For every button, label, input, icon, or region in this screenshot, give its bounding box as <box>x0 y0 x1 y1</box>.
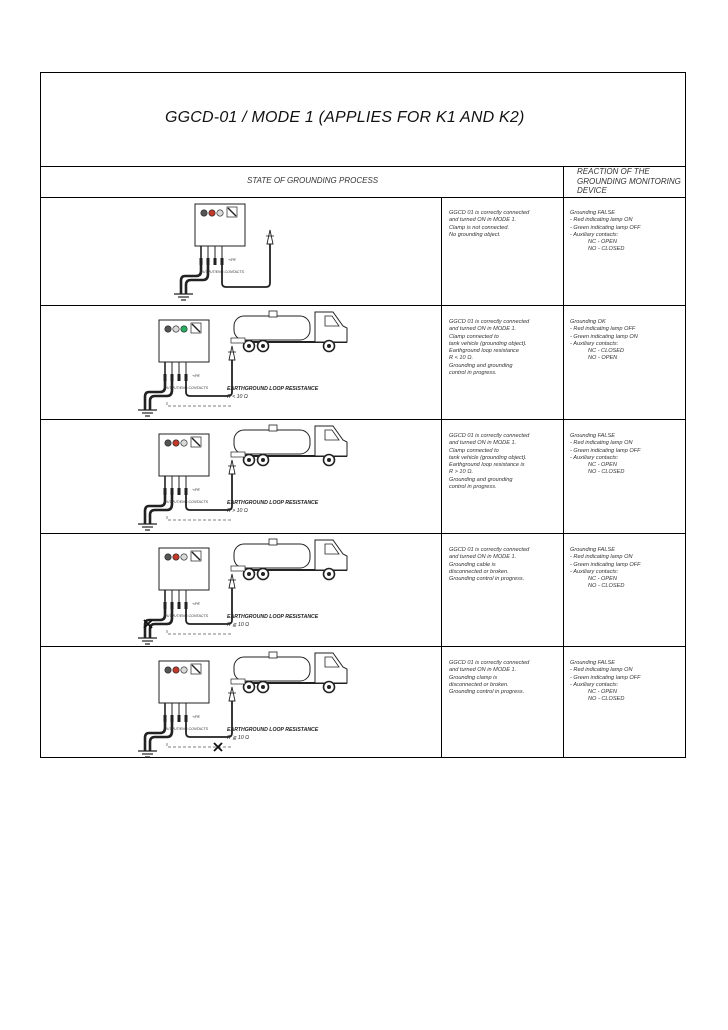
reaction-line: NC - OPEN <box>588 239 617 246</box>
description-line: Grounding and grounding <box>449 362 513 369</box>
plus-pe-label: +/PE <box>192 602 200 606</box>
description-line: No grounding object. <box>449 231 501 238</box>
description-line: GGCD 01 is correctly connected <box>449 547 530 553</box>
reaction-line: NC - OPEN <box>588 689 617 696</box>
grounding-diagram <box>138 539 347 644</box>
procedure-sheet <box>40 72 686 758</box>
description-line: disconnected or broken. <box>449 568 509 575</box>
device-reaction <box>570 433 684 477</box>
state-description <box>449 660 557 696</box>
page-title: GGCD-01 / MODE 1 (APPLIES FOR K1 AND K2) <box>165 109 525 126</box>
green-lamp-icon <box>181 440 187 446</box>
reaction-line: NO - OPEN <box>588 355 618 362</box>
clamp-icon <box>267 230 273 244</box>
resistance-value: R ≧ 10 Ω <box>227 735 250 741</box>
clamp-icon <box>229 346 235 360</box>
reaction-line: NC - OPEN <box>588 462 617 469</box>
tank-truck-icon <box>231 311 347 352</box>
header-reaction <box>577 167 687 196</box>
description-line: and turned ON in MODE 1. <box>449 667 517 674</box>
status-lamp-icon <box>165 554 171 560</box>
state-description <box>449 433 557 491</box>
device-reaction <box>570 547 684 591</box>
header-reaction-line: DEVICE <box>577 186 607 195</box>
device-reaction <box>570 210 684 254</box>
description-line: Grounding control in progress. <box>449 689 525 696</box>
resistance-value: R ≧ 10 Ω <box>227 622 250 628</box>
plus-pe-label: +/PE <box>192 715 200 719</box>
clamp-icon <box>229 460 235 474</box>
reaction-line: - Red indicating lamp OFF <box>570 326 636 333</box>
state-description <box>449 319 557 377</box>
red-lamp-icon <box>173 440 179 446</box>
description-line: Grounding control in progress. <box>449 576 525 583</box>
table-row <box>41 647 685 758</box>
reaction-line: - Green indicating lamp OFF <box>570 674 641 681</box>
description-line: R > 10 Ω. <box>449 469 474 476</box>
description-line: Earthground loop resistance is <box>449 462 525 469</box>
state-illustration <box>41 647 441 758</box>
reaction-line: - Auxiliary contacts: <box>570 231 619 238</box>
description-line: and turned ON in MODE 1. <box>449 326 517 333</box>
description-line: Clamp connected to <box>449 447 499 454</box>
device-reaction <box>570 319 684 363</box>
grounding-diagram <box>174 204 274 300</box>
output-contacts-label: OUTPUT/ENG CONTACTS <box>164 614 209 618</box>
description-line: GGCD 01 is correctly connected <box>449 210 530 216</box>
output-contacts-label: OUTPUT/ENG CONTACTS <box>200 270 245 274</box>
table-header <box>41 166 685 198</box>
description-line: Grounding clamp is <box>449 674 498 681</box>
reaction-line: - Auxiliary contacts: <box>570 681 619 688</box>
output-contacts-label: OUTPUT/ENG CONTACTS <box>164 500 209 504</box>
earth-loop-line <box>167 402 232 406</box>
description-line: Earthground loop resistance <box>449 348 519 355</box>
clamp-cable <box>222 244 270 287</box>
tank-truck-icon <box>231 652 347 693</box>
plus-pe-label: +/PE <box>228 258 236 262</box>
red-lamp-icon <box>209 210 215 216</box>
red-lamp-icon <box>173 554 179 560</box>
device-reaction <box>570 660 684 704</box>
description-line: control in progress. <box>449 370 497 377</box>
header-reaction-line: GROUNDING MONITORING <box>577 176 681 186</box>
reaction-line: NO - CLOSED <box>588 583 625 590</box>
green-lamp-icon <box>181 667 187 673</box>
table-row <box>41 420 685 534</box>
earth-loop-line <box>167 630 232 634</box>
reaction-line: - Green indicating lamp OFF <box>570 224 641 231</box>
state-description <box>449 547 557 583</box>
title-row <box>41 73 685 167</box>
header-state: STATE OF GROUNDING PROCESS <box>247 176 379 185</box>
grounding-diagram <box>138 652 347 757</box>
loop-resistance-label: EARTHGROUND LOOP RESISTANCE <box>227 727 319 733</box>
loop-resistance-label: EARTHGROUND LOOP RESISTANCE <box>227 500 319 506</box>
description-line: GGCD 01 is correctly connected <box>449 660 530 666</box>
reaction-line: - Red indicating lamp ON <box>570 667 633 674</box>
green-lamp-icon <box>181 554 187 560</box>
tank-truck-icon <box>231 539 347 580</box>
red-lamp-icon <box>173 667 179 673</box>
red-lamp-icon <box>173 326 179 332</box>
resistance-value: R > 10 Ω <box>227 508 248 514</box>
green-lamp-icon <box>217 210 223 216</box>
reaction-line: - Green indicating lamp OFF <box>570 447 641 454</box>
loop-resistance-label: EARTHGROUND LOOP RESISTANCE <box>227 614 319 620</box>
clamp-icon <box>229 574 235 588</box>
table-row <box>41 197 685 306</box>
reaction-line: NC - CLOSED <box>588 348 625 355</box>
reaction-line: - Red indicating lamp ON <box>570 217 633 224</box>
description-line: disconnected or broken. <box>449 681 509 688</box>
status-lamp-icon <box>165 667 171 673</box>
grounding-diagram <box>138 425 347 530</box>
description-line: Clamp is not connected. <box>449 224 510 231</box>
reaction-line: - Green indicating lamp ON <box>570 333 638 340</box>
description-line: GGCD 01 is correctly connected <box>449 433 530 439</box>
tank-truck-icon <box>231 425 347 466</box>
reaction-line: NO - CLOSED <box>588 469 625 476</box>
reaction-line: NO - CLOSED <box>588 246 625 253</box>
reaction-line: Grounding FALSE <box>570 210 615 216</box>
table-row <box>41 534 685 647</box>
output-contacts-label: OUTPUT/ENG CONTACTS <box>164 727 209 731</box>
reaction-line: - Auxiliary contacts: <box>570 454 619 461</box>
grounding-diagram <box>138 311 347 416</box>
green-lamp-icon <box>181 326 187 332</box>
clamp-icon <box>229 687 235 701</box>
state-illustration <box>41 197 441 305</box>
description-line: GGCD 01 is correctly connected <box>449 319 530 325</box>
clamp-cable <box>186 360 232 396</box>
reaction-line: Grounding FALSE <box>570 433 615 439</box>
description-line: tank vehicle (grounding object). <box>449 340 527 347</box>
description-line: and turned ON in MODE 1. <box>449 217 517 224</box>
earth-loop-line <box>167 516 232 520</box>
plus-pe-label: +/PE <box>192 374 200 378</box>
reaction-line: - Auxiliary contacts: <box>570 340 619 347</box>
clamp-cable <box>186 474 232 510</box>
description-line: and turned ON in MODE 1. <box>449 554 517 561</box>
reaction-line: - Green indicating lamp OFF <box>570 561 641 568</box>
reaction-line: Grounding FALSE <box>570 660 615 666</box>
loop-resistance-label: EARTHGROUND LOOP RESISTANCE <box>227 386 319 392</box>
status-lamp-icon <box>165 440 171 446</box>
state-illustration <box>41 534 441 646</box>
description-line: Grounding and grounding <box>449 476 513 483</box>
description-line: and turned ON in MODE 1. <box>449 440 517 447</box>
state-illustration <box>41 420 441 533</box>
description-line: R < 10 Ω. <box>449 355 474 362</box>
reaction-line: - Auxiliary contacts: <box>570 568 619 575</box>
clamp-cable <box>186 701 232 737</box>
description-line: Grounding cable is <box>449 561 496 568</box>
status-lamp-icon <box>201 210 207 216</box>
output-contacts-label: OUTPUT/ENG CONTACTS <box>164 386 209 390</box>
reaction-line: Grounding OK <box>570 319 606 325</box>
table-row <box>41 306 685 420</box>
state-description <box>449 210 557 239</box>
reaction-line: - Red indicating lamp ON <box>570 440 633 447</box>
description-line: tank vehicle (grounding object). <box>449 454 527 461</box>
status-lamp-icon <box>165 326 171 332</box>
clamp-cable <box>186 588 232 624</box>
header-reaction-line: REACTION OF THE <box>577 167 650 176</box>
reaction-line: NC - OPEN <box>588 576 617 583</box>
description-line: control in progress. <box>449 484 497 491</box>
state-illustration <box>41 306 441 419</box>
reaction-line: - Red indicating lamp ON <box>570 554 633 561</box>
description-line: Clamp connected to <box>449 333 499 340</box>
reaction-line: Grounding FALSE <box>570 547 615 553</box>
reaction-line: NO - CLOSED <box>588 696 625 703</box>
resistance-value: R < 10 Ω <box>227 394 248 400</box>
plus-pe-label: +/PE <box>192 488 200 492</box>
